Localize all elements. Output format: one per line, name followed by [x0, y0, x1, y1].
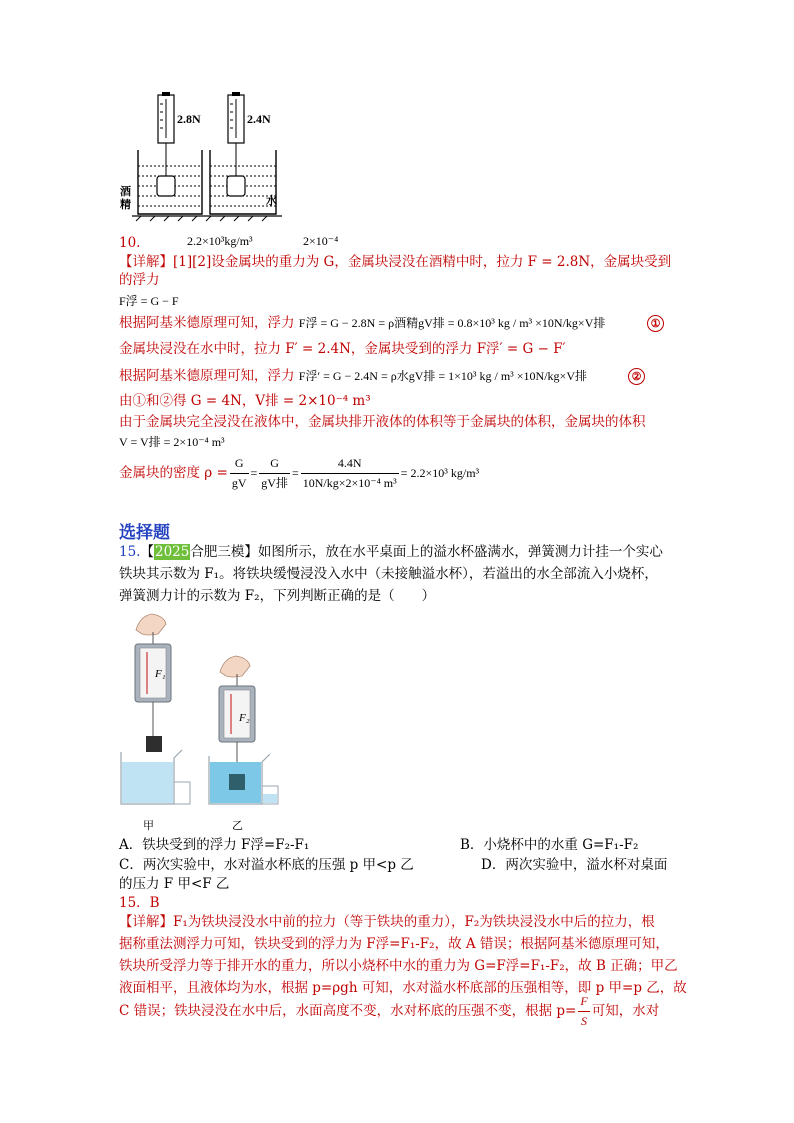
q10-result: = 2.2×10³ kg/m³ [400, 465, 480, 480]
fraction-g-over-gvpai [259, 454, 290, 493]
option-a: A．铁块受到的浮力 F浮=F₂-F₁ [119, 837, 310, 853]
frac2-num: G [259, 454, 290, 474]
detail-tag: 【详解】 [119, 254, 173, 270]
q15-detail-5b: 可知，水对 [591, 1002, 660, 1019]
q15-answer: 15．B [119, 895, 160, 911]
q15-detail-5 [119, 994, 659, 1028]
q15-detail-3: 铁块所受浮力等于排开水的重力，所以小烧杯中水的重力为 G=F浮=F₁-F₂，故 B 正确；甲乙 [119, 958, 678, 974]
q15-detail-2: 据称重法测浮力可知，铁块受到的浮力为 F浮=F₁-F₂，故 A 错误；根据阿基米德原理可知， [119, 936, 669, 952]
fig1-label-alcohol-2: 精 [120, 198, 131, 211]
q10-eq-2: F浮 = G − 2.8N = ρ酒精gV排 = 0.8×10³ kg / m³ ×10N/kg×V排 [298, 316, 606, 330]
q15-bracket: 【 [140, 544, 154, 560]
q15-stem-2: 铁块其示数为 F₁。将铁块缓慢浸没入水中（未接触溢水杯），若溢出的水全部流入小烧杯， [119, 566, 658, 582]
q10-eq-4: F浮′ = G − 2.4N = ρ水gV排 = 1×10³ kg / m³ ×10N/kg×V排 [298, 369, 587, 383]
fraction-g-over-gv [230, 454, 249, 493]
fig2-label-jia: 甲 [143, 819, 154, 832]
fig1-label-water: 水 [266, 194, 277, 207]
q10-text-2: 根据阿基米德原理可知，浮力 [119, 315, 295, 331]
q10-answer-2: 2×10⁻⁴ [303, 234, 339, 248]
q15-stem-line-1 [119, 543, 663, 562]
frac2-den: gV排 [261, 475, 288, 490]
q10-line-2 [119, 314, 605, 333]
q10-eq-6b: V = V排 = 2×10⁻⁴ m³ [119, 435, 225, 449]
fig1-label-alcohol-1: 酒 [120, 185, 131, 198]
q10-line-4 [119, 367, 587, 386]
q10-text-4: 根据阿基米德原理可知，浮力 [119, 368, 295, 384]
figure-overflow-cup-experiment [118, 610, 288, 810]
q15-detail-5a: C 错误；铁块浸没在水中后，水面高度不变，水对杯底的压强不变，根据 p= [119, 1002, 577, 1019]
q10-answer-1: 2.2×10³kg/m³ [187, 234, 253, 248]
q15-stem-1: 如图所示，放在水平桌面上的溢水杯盛满水，弹簧测力计挂一个实心 [257, 544, 663, 560]
frac3-den: 10N/kg×2×10⁻⁴ m³ [302, 475, 397, 490]
section-title: 选择题 [119, 523, 170, 543]
q10-text-1a: [1][2]设金属块的重力为 G，金属块浸没在酒精中时，拉力 F = 2.8N，金属块受到 [173, 254, 672, 270]
fraction-f-over-s [578, 992, 589, 1031]
fig1-reading-left: 2.8N [177, 112, 201, 126]
fraction-numeric [301, 454, 399, 493]
q10-eq-1: F浮 = G − F [119, 294, 179, 308]
frac1-den: gV [231, 475, 247, 490]
q15-source-year: 2025 [154, 544, 190, 560]
q10-text-6a: 由于金属块完全浸没在液体中，金属块排开液体的体积等于金属块的体积，金属块的体积 [119, 414, 646, 430]
fig2-label-f1: F₁ [155, 668, 166, 680]
q15-detail-4: 液面相平，且液体均为水，根据 p=ρgh 可知，水对溢水杯底部的压强相等，即 p 甲=p 乙，故 [119, 980, 687, 996]
q10-text-5: 由①和②得 G = 4N，V排 = 2×10⁻⁴ m³ [119, 393, 371, 409]
q15-stem-3: 弹簧测力计的示数为 F₂，下列判断正确的是（ ） [119, 588, 436, 604]
fig2-label-yi: 乙 [232, 819, 243, 832]
q10-detail-line-1 [119, 253, 671, 272]
q10-density-line: 金属块的密度 ρ = $\frac{G}{gV}$ = $\frac{G}{\text{gV排}}$ = $\frac{4.4N}{\text{10N/kg×2×10⁻⁴ m³}}$ = 2.2×10³ kg/m³ [119, 455, 479, 491]
q10-text-3: 金属块浸没在水中时，拉力 F′ = 2.4N，金属块受到的浮力 F浮′ = G − F′ [119, 341, 566, 357]
q15-number: 15. [119, 544, 141, 560]
mark-1: ① [647, 315, 664, 332]
frac1-num: G [230, 454, 249, 474]
option-c: C．两次实验中，水对溢水杯底的压强 p 甲<p 乙 [119, 857, 414, 873]
mark-2: ② [628, 368, 645, 385]
q10-text-7: 金属块的密度 ρ = [119, 464, 228, 481]
fig2-label-f2: F₂ [239, 712, 250, 724]
option-d: D．两次实验中，溢水杯对桌面 [481, 857, 668, 873]
option-d-continued: 的压力 F 甲<F 乙 [119, 876, 230, 892]
option-b: B．小烧杯中的水重 G=F₁-F₂ [460, 837, 639, 853]
q10-number: 10. [119, 235, 141, 251]
frac3-num: 4.4N [301, 454, 399, 474]
frac-s: S [581, 1013, 588, 1028]
fig1-reading-right: 2.4N [247, 112, 271, 126]
q15-source: 合肥三模】 [190, 544, 258, 560]
q15-detail-1: 【详解】F₁为铁块浸没水中前的拉力（等于铁块的重力），F₂为铁块浸没水中后的拉力，根 [119, 914, 655, 930]
frac-f: F [578, 992, 589, 1012]
q10-text-1b: 的浮力 [119, 272, 160, 288]
